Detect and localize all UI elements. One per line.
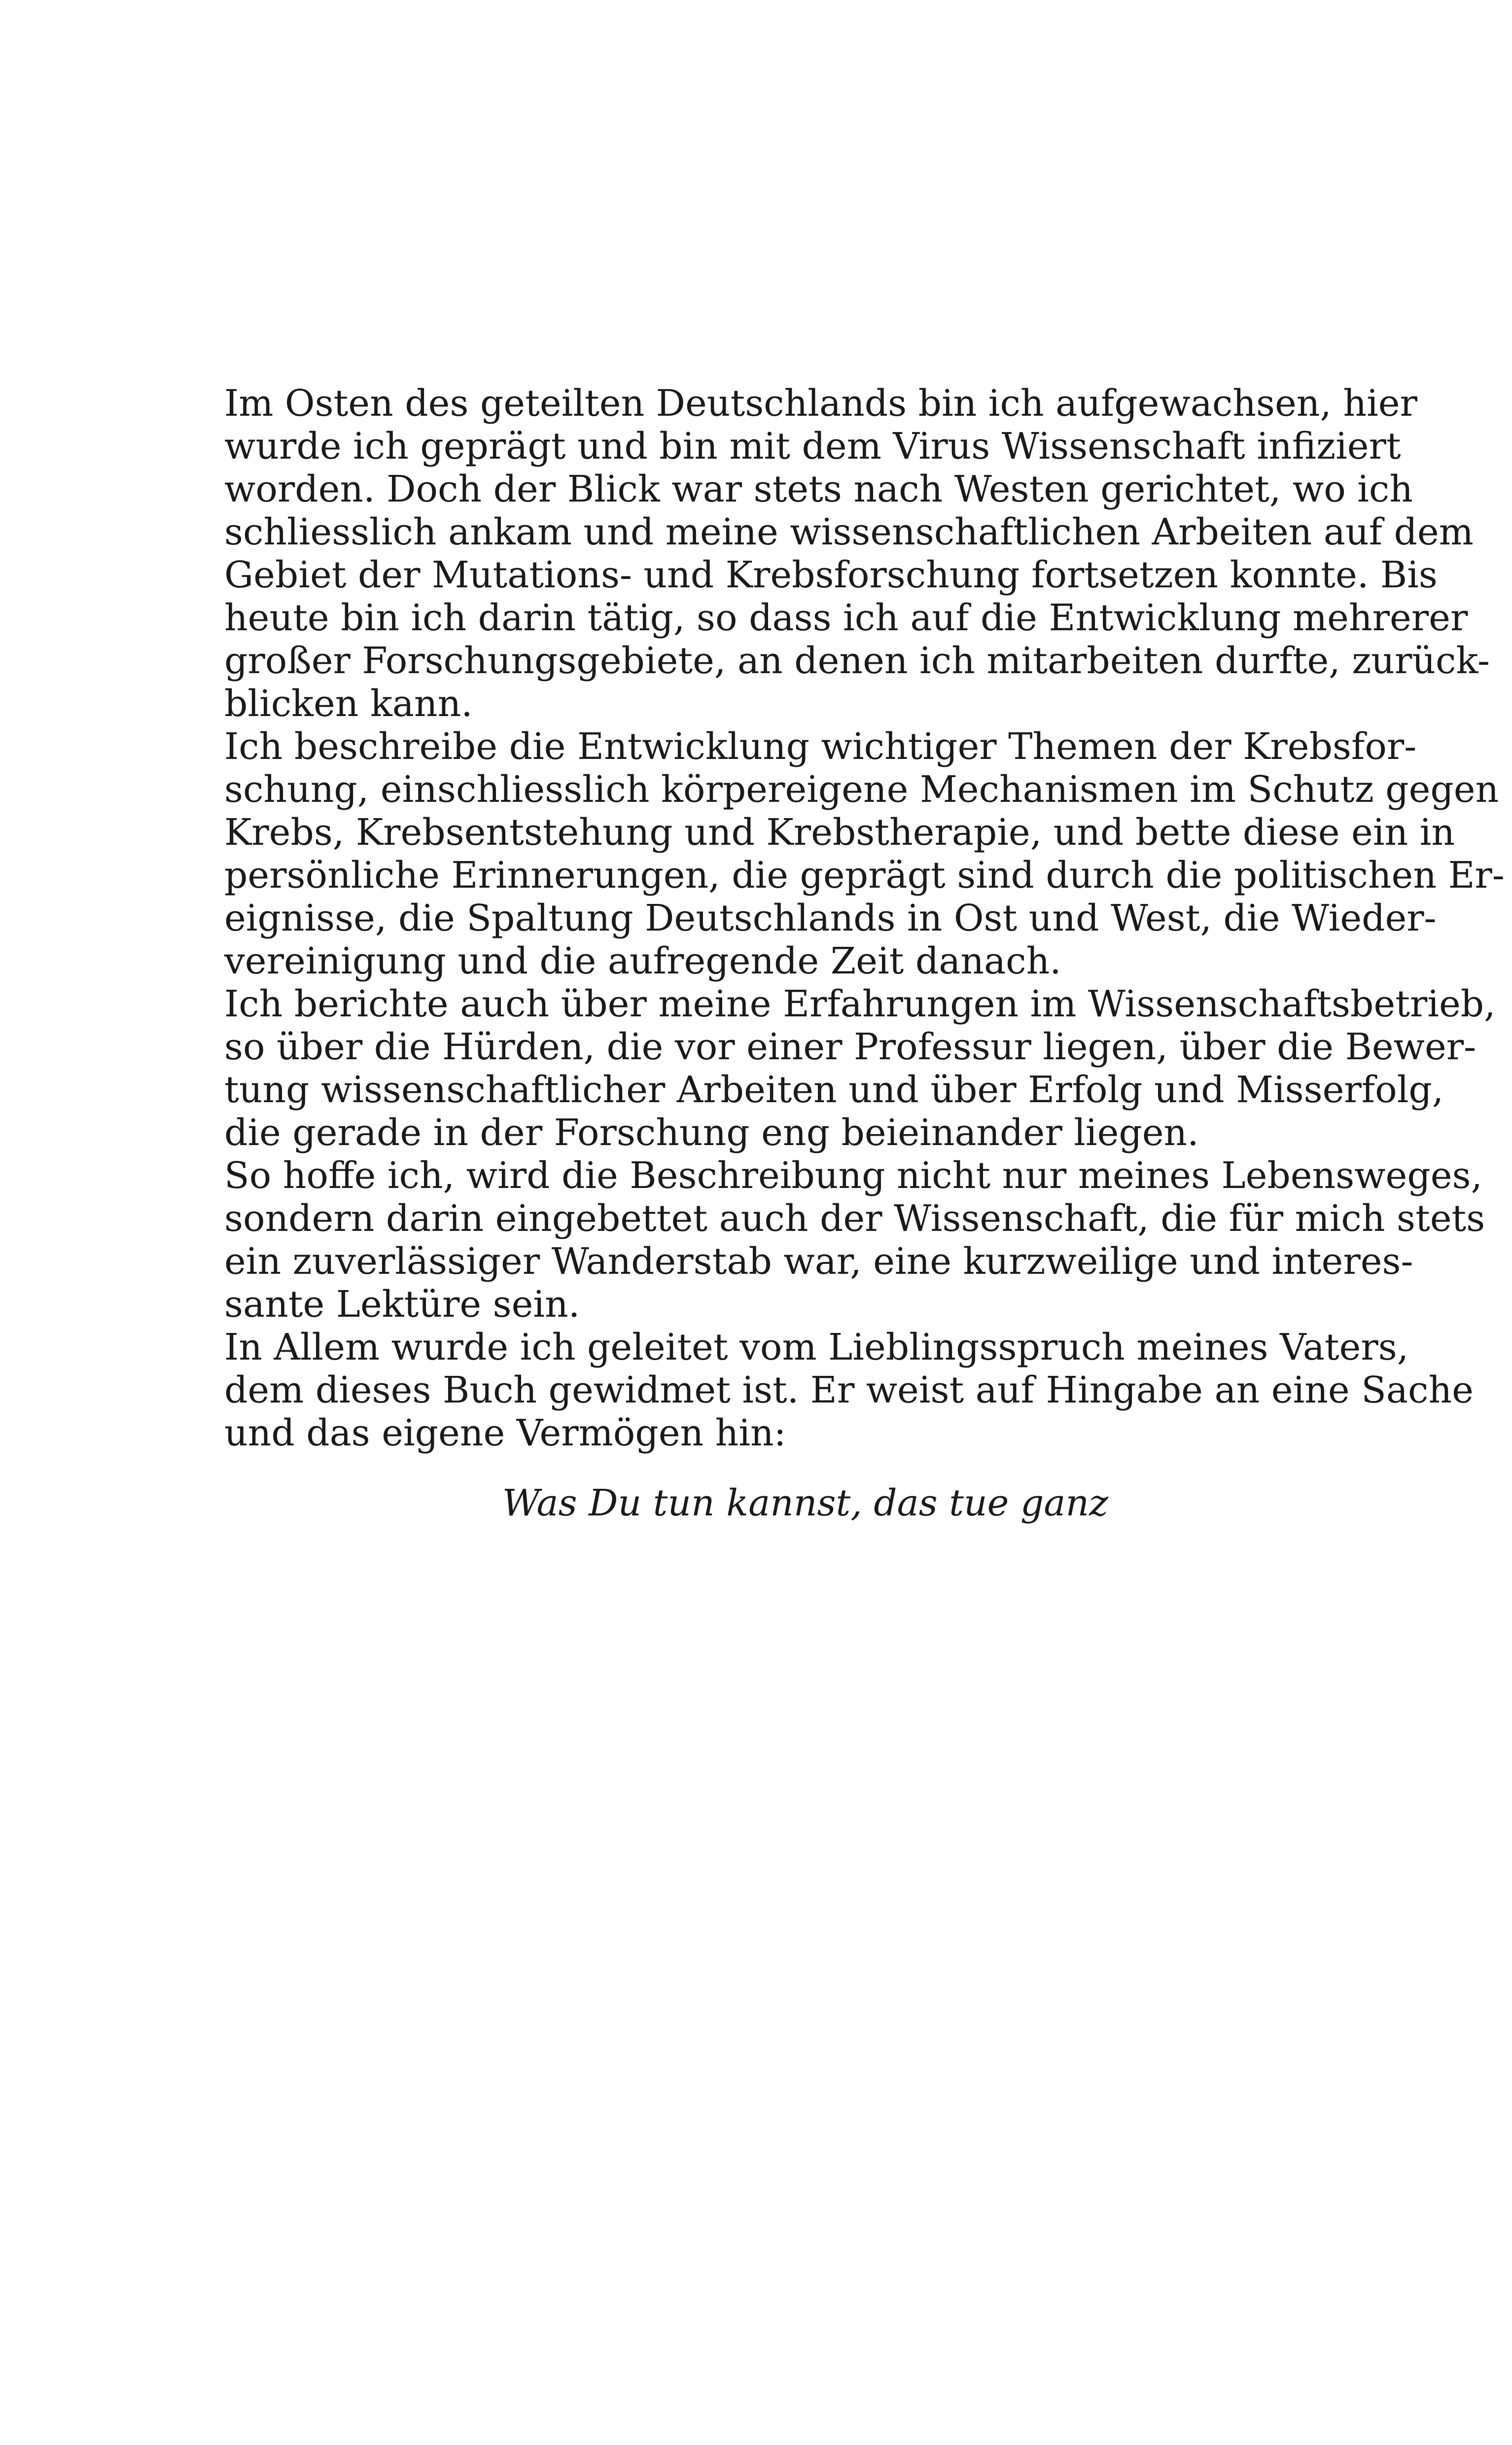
text-line: Krebs, Krebsentstehung und Krebstherapie, und bette diese ein in (224, 811, 1455, 854)
paragraph (224, 1326, 1474, 1455)
text-line: persönliche Erinnerungen, die geprägt sind durch die politischen Er- (224, 854, 1505, 897)
text-line: Ich beschreibe die Entwicklung wichtiger Themen der Krebsfor- (224, 725, 1417, 768)
text-line: So hoffe ich, wird die Beschreibung nicht nur meines Lebensweges, (224, 1154, 1482, 1197)
paragraph (224, 382, 1490, 725)
body-text (224, 382, 1505, 1455)
motto-quote: Was Du tun kannst, das tue ganz (502, 1482, 1109, 1524)
text-line: In Allem wurde ich geleitet vom Lieblingsspruch meines Vaters, (224, 1326, 1409, 1368)
text-line: und das eigene Vermögen hin: (224, 1412, 786, 1454)
text-line: tung wissenschaftlicher Arbeiten und über Erfolg und Misserfolg, (224, 1069, 1444, 1111)
text-line: worden. Doch der Blick war stets nach Westen gerichtet, wo ich (224, 468, 1413, 510)
text-line: die gerade in der Forschung eng beieinander liegen. (224, 1112, 1199, 1154)
text-line: heute bin ich darin tätig, so dass ich auf die Entwicklung mehrerer (224, 597, 1468, 639)
text-line: so über die Hürden, die vor einer Professur liegen, über die Bewer- (224, 1026, 1477, 1068)
paragraph (224, 725, 1505, 983)
text-line: blicken kann. (224, 683, 473, 725)
paragraph (224, 1154, 1485, 1326)
text-line: Ich berichte auch über meine Erfahrungen im Wissenschaftsbetrieb, (224, 983, 1496, 1025)
text-line: sante Lektüre sein. (224, 1283, 580, 1326)
text-line: sondern darin eingebettet auch der Wissenschaft, die für mich stets (224, 1197, 1485, 1240)
text-line: schung, einschliesslich körpereigene Mechanismen im Schutz gegen (224, 768, 1499, 811)
text-line: Im Osten des geteilten Deutschlands bin ich aufgewachsen, hier (224, 382, 1417, 425)
text-line: großer Forschungsgebiete, an denen ich mitarbeiten durfte, zurück- (224, 640, 1490, 682)
text-line: schliesslich ankam und meine wissenschaftlichen Arbeiten auf dem (224, 511, 1474, 553)
text-line: ein zuverlässiger Wanderstab war, eine kurzweilige und interes- (224, 1240, 1413, 1283)
text-line: Gebiet der Mutations- und Krebsforschung fortsetzen konnte. Bis (224, 554, 1438, 596)
text-line: vereinigung und die aufregende Zeit danach. (224, 940, 1061, 982)
text-line: dem dieses Buch gewidmet ist. Er weist auf Hingabe an eine Sache (224, 1369, 1474, 1411)
paragraph (224, 983, 1496, 1154)
text-line: wurde ich geprägt und bin mit dem Virus Wissenschaft infiziert (224, 425, 1401, 467)
text-line: eignisse, die Spaltung Deutschlands in Ost und West, die Wieder- (224, 897, 1437, 939)
